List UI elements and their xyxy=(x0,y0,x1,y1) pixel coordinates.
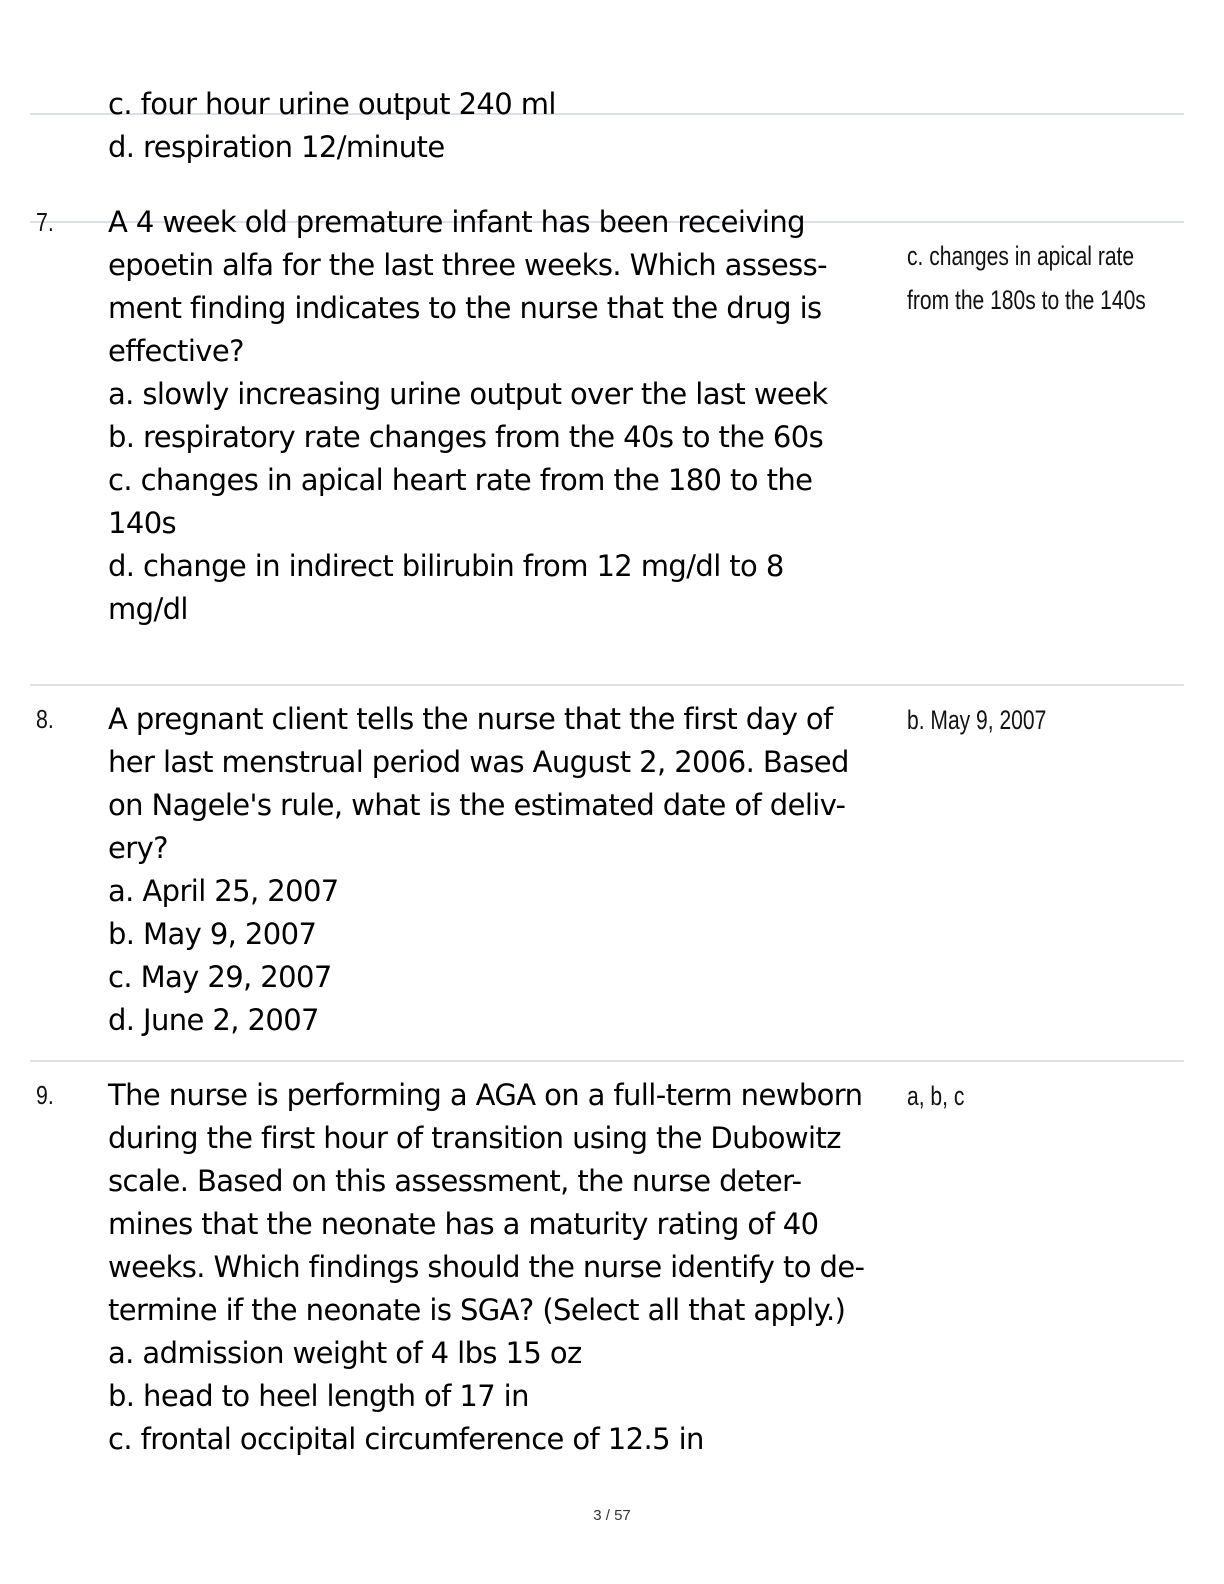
question-number: 8. xyxy=(36,704,54,734)
answer-line: b. May 9, 2007 xyxy=(907,705,1047,735)
option-line: b. May 9, 2007 xyxy=(108,917,317,951)
question-8-answer xyxy=(907,698,1046,742)
question-line: scale. Based on this assessment, the nurse deter- xyxy=(108,1164,802,1198)
option-line: mg/dl xyxy=(108,592,188,626)
question-line: A pregnant client tells the nurse that the first day of xyxy=(108,702,833,736)
divider-q8 xyxy=(30,684,1184,686)
question-line: mines that the neonate has a maturity rating of 40 xyxy=(108,1207,819,1241)
option-line: d. change in indirect bilirubin from 12 mg/dl to 8 xyxy=(108,549,784,583)
question-line: termine if the neonate is SGA? (Select all that apply.) xyxy=(108,1293,846,1327)
question-number: 7. xyxy=(36,207,54,237)
option-line: b. respiratory rate changes from the 40s to the 60s xyxy=(108,420,824,454)
divider-q9 xyxy=(30,1060,1184,1062)
option-line: c. frontal occipital circumference of 12.5 in xyxy=(108,1422,704,1456)
question-line: ery? xyxy=(108,831,168,865)
option-line: c. May 29, 2007 xyxy=(108,960,332,994)
question-line: ment finding indicates to the nurse that the drug is xyxy=(108,291,822,325)
answer-line: from the 180s to the 140s xyxy=(907,285,1146,315)
question-line: on Nagele's rule, what is the estimated date of deliv- xyxy=(108,788,846,822)
page-number: 3 / 57 xyxy=(593,1507,631,1524)
option-line: a. slowly increasing urine output over the last week xyxy=(108,377,828,411)
question-8-text xyxy=(108,698,908,1042)
question-line: during the first hour of transition using the Dubowitz xyxy=(108,1121,841,1155)
answer-line: a, b, c xyxy=(907,1081,965,1111)
previous-question-continuation xyxy=(108,83,908,169)
option-line: a. admission weight of 4 lbs 15 oz xyxy=(108,1336,582,1370)
option-line: a. April 25, 2007 xyxy=(108,874,339,908)
option-line: c. four hour urine output 240 ml xyxy=(108,87,556,121)
option-line: d. June 2, 2007 xyxy=(108,1003,319,1037)
answer-line: c. changes in apical rate xyxy=(907,241,1135,271)
question-number: 9. xyxy=(36,1080,54,1110)
question-line: effective? xyxy=(108,334,244,368)
question-line: A 4 week old premature infant has been receiving xyxy=(108,205,805,239)
question-9-answer xyxy=(907,1074,964,1118)
question-line: weeks. Which findings should the nurse identify to de- xyxy=(108,1250,865,1284)
option-line: 140s xyxy=(108,506,177,540)
question-line: her last menstrual period was August 2, 2006. Based xyxy=(108,745,849,779)
question-line: The nurse is performing a AGA on a full-term newborn xyxy=(108,1078,863,1112)
option-line: c. changes in apical heart rate from the 180 to the xyxy=(108,463,813,497)
option-line: b. head to heel length of 17 in xyxy=(108,1379,529,1413)
option-line: d. respiration 12/minute xyxy=(108,130,445,164)
question-line: epoetin alfa for the last three weeks. Which assess- xyxy=(108,248,827,282)
question-7-text xyxy=(108,201,908,631)
question-9-text xyxy=(108,1074,908,1461)
question-7-answer xyxy=(907,234,1146,322)
